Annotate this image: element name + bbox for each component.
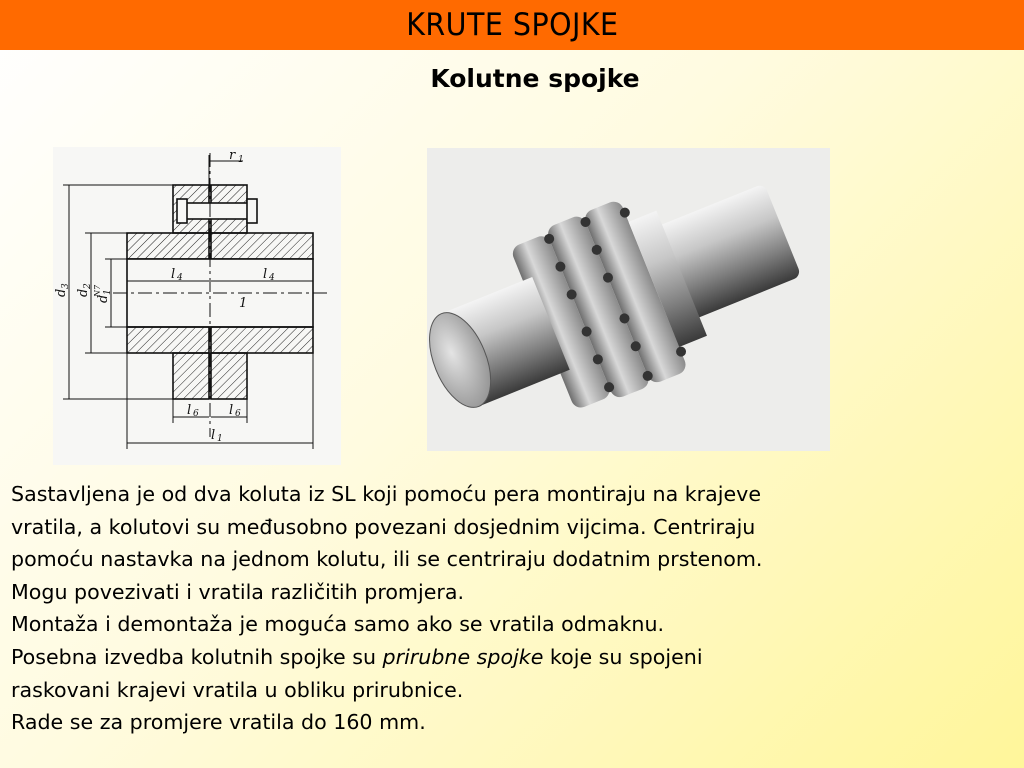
paragraph-line: Rade se za promjere vratila do 160 mm. [11,710,426,735]
label-l1-sub: 1 [217,434,223,444]
label-l4-right: l [263,267,268,282]
label-d1: d [96,294,111,303]
page-title: KRUTE SPOJKE [405,7,619,43]
label-r1-sub: 1 [238,155,244,165]
label-r1: r [229,148,236,163]
label-l4-right-sub: 4 [269,273,275,283]
paragraph-line [11,641,1016,674]
paragraph-line: pomoću nastavka na jednom kolutu, ili se centriraju dodatnim prstenom. [11,547,763,572]
paragraph-line: Mogu povezivati i vratila različitih promjera. [11,579,465,604]
text-run: koje su spojeni [543,644,703,669]
label-d3-sub: 3 [61,283,71,289]
coupling-photo [427,148,830,451]
label-d2: d [76,288,91,297]
text-run: Posebna izvedba kolutnih spojke su [11,644,383,669]
label-d2-sub: 2 [83,283,93,289]
paragraph-line: Sastavljena je od dva koluta iz SL koji pomoću pera montiraju na krajeve [11,482,761,506]
coupling-technical-drawing [53,147,341,465]
label-d1-sub: 1 [103,289,113,295]
label-l6-left: l [187,403,192,418]
label-l6-right-sub: 6 [235,409,241,419]
emphasis-term: prirubne spojke [382,644,544,669]
slide-subtitle: Kolutne spojke [430,64,640,93]
label-l4-left-sub: 4 [177,273,183,283]
paragraph-line: vratila, a kolutovi su međusobno povezani dosjednim vijcima. Centriraju [11,514,756,539]
label-l1: l [211,428,216,443]
label-l4-left: l [171,267,176,282]
paragraph-line: Montaža i demontaža je moguća samo ako se vratila odmaknu. [11,612,665,637]
label-d1-sup: N7 [93,284,102,297]
label-marker: 1 [239,296,248,311]
title-bar [0,0,1024,50]
label-d3: d [54,288,69,297]
label-l6-right: l [229,403,234,418]
label-l6-left-sub: 6 [193,409,199,419]
description-text [11,478,1016,739]
paragraph-line: raskovani krajevi vratila u obliku prirubnice. [11,677,464,702]
